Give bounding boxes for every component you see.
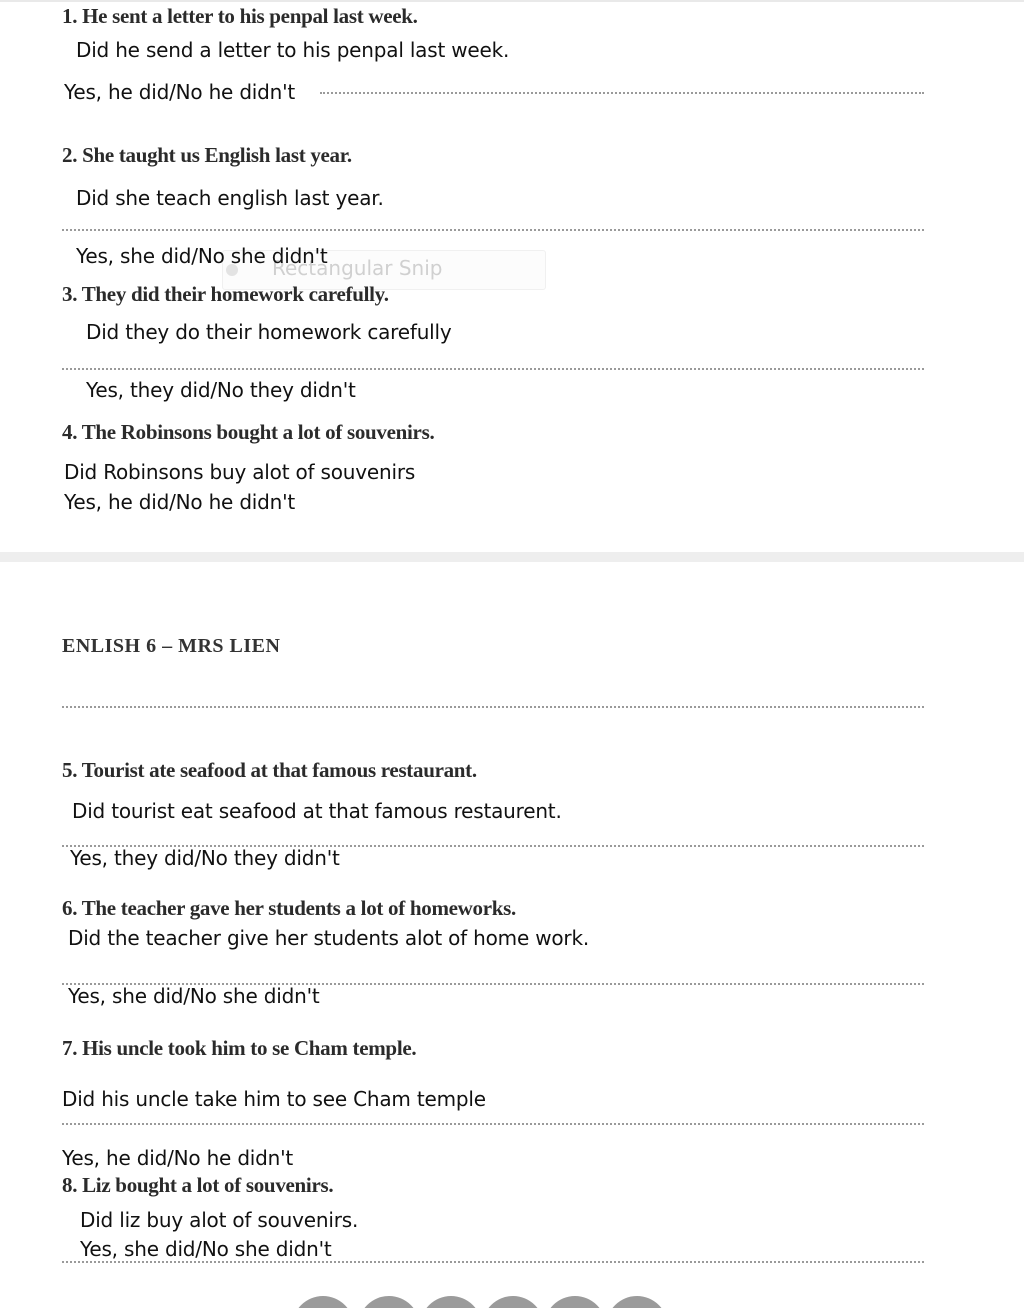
snip-overlay-label: Rectangular Snip	[272, 256, 443, 280]
short-answer-3: Yes, they did/No they didn't	[86, 378, 356, 402]
question-answer-4: Did Robinsons buy alot of souvenirs	[64, 460, 416, 484]
question-answer-5: Did tourist eat seafood at that famous restaurent.	[72, 799, 562, 823]
toolbar-circle-button[interactable]	[606, 1296, 668, 1308]
question-answer-3: Did they do their homework carefully	[86, 320, 452, 344]
short-answer-6: Yes, she did/No she didn't	[68, 984, 320, 1008]
question-answer-2: Did she teach english last year.	[76, 186, 384, 210]
answer-line	[62, 368, 924, 370]
short-answer-2: Yes, she did/No she didn't	[76, 244, 328, 268]
question-answer-1: Did he send a letter to his penpal last week.	[76, 38, 510, 62]
short-answer-7: Yes, he did/No he didn't	[62, 1146, 294, 1170]
exercise-prompt-1: 1. He sent a letter to his penpal last week.	[62, 4, 418, 28]
exercise-prompt-5: 5. Tourist ate seafood at that famous restaurant.	[62, 758, 477, 782]
toolbar-circle-button[interactable]	[544, 1296, 606, 1308]
top-border	[0, 0, 1024, 2]
answer-line	[62, 1261, 924, 1263]
exercise-prompt-8: 8. Liz bought a lot of souvenirs.	[62, 1173, 334, 1197]
answer-line	[62, 706, 924, 708]
page-header: ENLISH 6 – MRS LIEN	[62, 635, 281, 657]
exercise-prompt-7: 7. His uncle took him to se Cham temple.	[62, 1036, 417, 1060]
short-answer-8: Yes, she did/No she didn't	[80, 1237, 332, 1261]
toolbar-circle-button[interactable]	[292, 1296, 354, 1308]
page-break	[0, 552, 1024, 562]
toolbar-circle-button[interactable]	[358, 1296, 420, 1308]
answer-line	[62, 1123, 924, 1125]
exercise-prompt-3: 3. They did their homework carefully.	[62, 282, 389, 306]
short-answer-1: Yes, he did/No he didn't	[64, 80, 296, 104]
short-answer-5: Yes, they did/No they didn't	[70, 846, 340, 870]
answer-line	[62, 229, 924, 231]
exercise-prompt-2: 2. She taught us English last year.	[62, 143, 352, 167]
toolbar-circle-button[interactable]	[420, 1296, 482, 1308]
exercise-prompt-6: 6. The teacher gave her students a lot of homeworks.	[62, 896, 516, 920]
short-answer-4: Yes, he did/No he didn't	[64, 490, 296, 514]
toolbar-circle-button[interactable]	[482, 1296, 544, 1308]
exercise-prompt-4: 4. The Robinsons bought a lot of souvenirs.	[62, 420, 435, 444]
question-answer-6: Did the teacher give her students alot of home work.	[68, 926, 589, 950]
question-answer-7: Did his uncle take him to see Cham temple	[62, 1087, 486, 1111]
question-answer-8: Did liz buy alot of souvenirs.	[80, 1208, 359, 1232]
answer-line	[320, 92, 924, 94]
